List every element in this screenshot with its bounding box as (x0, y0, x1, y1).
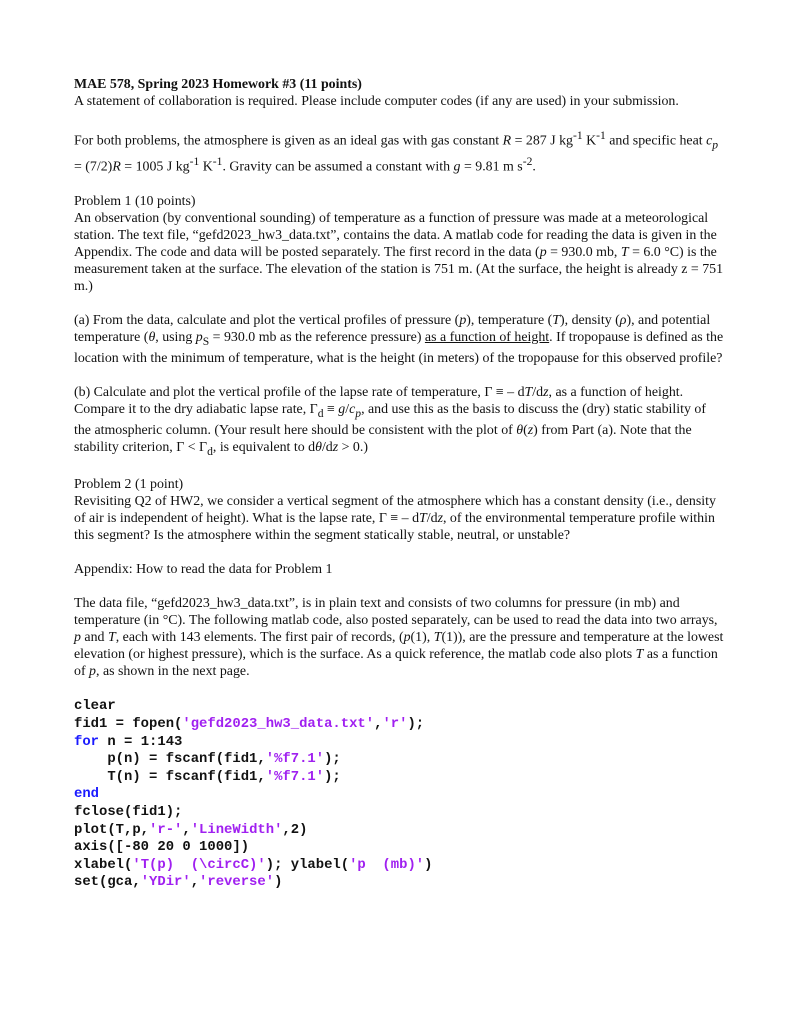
problem1-part-a: (a) From the data, calculate and plot the vertical profiles of pressure (p), temperature (T), density (ρ), and potential temperature (θ, using $p_S = 930.0$ mb as the reference pressure) as a function of height. If tropopause is defined as the location with the minimum of temperature, what is the height (in meters) of the tropopause for this observed profile? (74, 313, 724, 366)
intro-paragraph: For both problems, the atmosphere is given as an ideal gas with gas constant R = 287 J $kg^{-1}$ $K^{-1}$ and specific heat $c_p = (7/2)R = 1005$ J $kg^{-1}$ $K^{-1}$. Gravity can be assumed a constant with g = 9.81 m $s^{-2}$. (74, 129, 719, 176)
code-line: p(n) = fscanf(fid1,'%f7.1'); (74, 751, 341, 768)
matlab-code-block (74, 698, 724, 892)
appendix-heading: Appendix: How to read the data for Problem 1 (74, 562, 333, 578)
code-line: fclose(fid1); (74, 803, 183, 820)
code-line: end (74, 786, 100, 803)
collaboration-statement: A statement of collaboration is required. Please include computer codes (if any are used) in your submission. (74, 94, 679, 109)
code-line: for n = 1:143 (74, 733, 183, 750)
code-line: clear (74, 698, 116, 715)
problem2-body: Revisiting Q2 of HW2, we consider a vertical segment of the atmosphere which has a constant density (i.e., density of air is independent of height). What is the lapse rate, Γ ≡ – dT/dz, of the environmental temperature profile within this segment? Is the atmosphere within the segment statically stable, neutral, or unstable? (74, 494, 716, 544)
problem1-body: An observation (by conventional sounding) of temperature as a function of pressure was made at a meteorological station. The text file, “gefd2023_hw3_data.txt”, contains the data. A matlab code for reading the data is given in the Appendix. The code and data will be posted separately. The first record in the data (p = 930.0 mb, T = 6.0 °C) is the measurement taken at the surface. The elevation of the station is 751 m. (At the surface, the height is already z = 751 m.) (74, 211, 724, 295)
problem1-heading: Problem 1 (10 points) (74, 194, 196, 210)
code-line: T(n) = fscanf(fid1,'%f7.1'); (74, 768, 341, 785)
problem1-part-b: (b) Calculate and plot the vertical profile of the lapse rate of temperature, Γ ≡ – dT/dz, as a function of height. Compare it to the dry adiabatic lapse rate, $\Gamma_d \equiv g/c_p$, and use this as the basis to discuss the (dry) static stability of the atmospheric column. (Your result here should be consistent with the plot of θ(z) from Part (a). Note that the stability criterion, $\Gamma < \Gamma_d$, is equivalent to dθ/dz > 0.) (74, 384, 706, 458)
homework-document (74, 76, 724, 892)
appendix-body: The data file, “gefd2023_hw3_data.txt”, is in plain text and consists of two columns for pressure (in mb) and temperature (in °C). The following matlab code, also posted separately, can be used to read the data into two arrays, p and T, each with 143 elements. The first pair of records, (p(1), T(1)), are the pressure and temperature at the lowest elevation (or highest pressure), which is the surface. As a quick reference, the matlab code also plots T as a function of p, as shown in the next page. (74, 596, 724, 680)
problem2-heading: Problem 2 (1 point) (74, 477, 184, 493)
homework-title: MAE 578, Spring 2023 Homework #3 (11 points) (74, 77, 362, 92)
code-line: axis([-80 20 0 1000]) (74, 839, 250, 856)
code-line: fid1 = fopen('gefd2023_hw3_data.txt','r'); (74, 715, 425, 732)
code-line: set(gca,'YDir','reverse') (74, 874, 283, 891)
code-line: xlabel('T(p) (\circC)'); ylabel('p (mb)') (74, 856, 433, 873)
code-line: plot(T,p,'r-','LineWidth',2) (74, 821, 308, 838)
